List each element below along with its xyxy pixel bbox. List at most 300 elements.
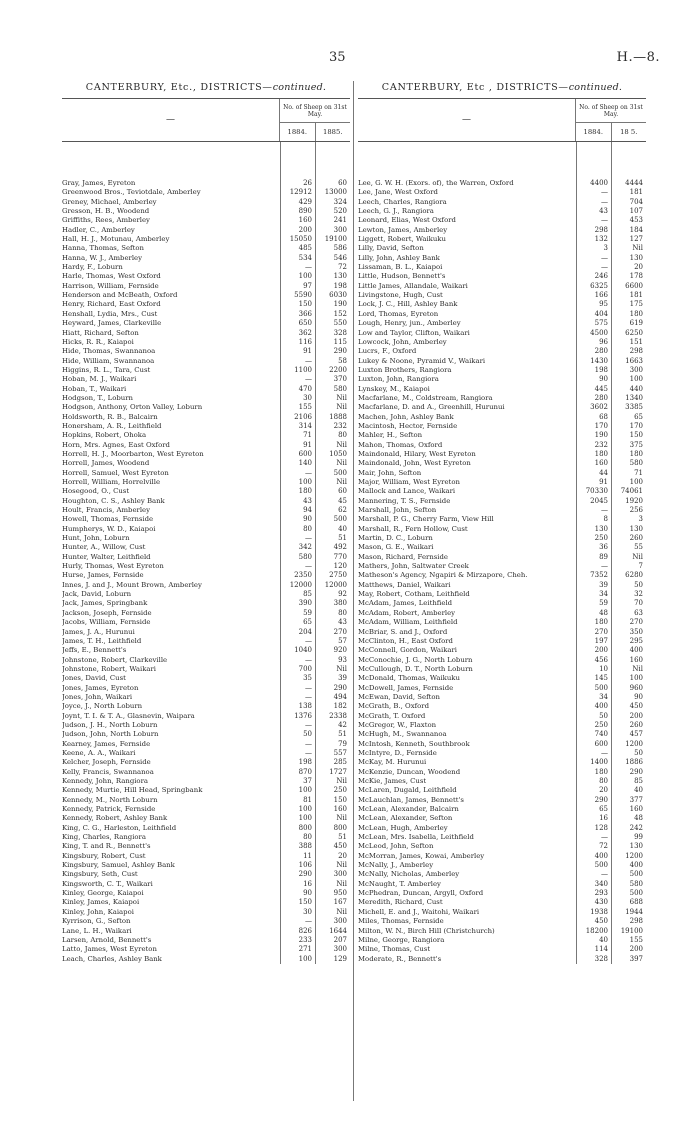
owner-name-cell	[358, 478, 576, 487]
owner-name-cell	[62, 786, 280, 795]
table-row	[358, 749, 646, 758]
table-row	[358, 366, 646, 375]
sheep-count-1885: 6030	[329, 291, 347, 300]
sheep-count-1884: —	[305, 683, 312, 692]
owner-name-cell	[358, 889, 576, 898]
owner-name: Kennedy, M., North Loburn	[62, 795, 158, 804]
owner-name-cell	[62, 375, 280, 384]
sheep-count-1884: 26	[303, 179, 312, 187]
owner-name-cell	[358, 254, 576, 263]
owner-name-cell	[62, 805, 280, 814]
table-row	[358, 198, 646, 207]
sheep-count-1884: 160	[594, 459, 608, 468]
table-row	[358, 768, 646, 777]
sheep-count-1884: 65	[303, 618, 312, 627]
right-year-1885: 18 5.	[620, 128, 638, 136]
owner-name: McLean, Alexander, Sefton	[358, 814, 453, 823]
sheep-count-1884: 100	[298, 478, 312, 486]
sheep-count-1885: 129	[333, 954, 347, 963]
table-row	[358, 618, 646, 627]
table-row	[358, 702, 646, 711]
table-row	[358, 459, 646, 468]
table-row	[358, 898, 646, 907]
owner-name-cell	[358, 740, 576, 749]
owner-name-cell	[358, 861, 576, 870]
sheep-count-1885: 6600	[625, 281, 643, 290]
sheep-count-1885: 960	[629, 683, 643, 692]
sheep-count-1884: 94	[303, 506, 312, 515]
sheep-count-1885: Nil	[336, 440, 347, 449]
table-row	[358, 889, 646, 898]
owner-name: Miles, Thomas, Fernside	[358, 917, 444, 926]
sheep-count-1884: —	[305, 375, 312, 384]
table-row	[62, 291, 350, 300]
owner-name: Mallock and Lance, Waikari	[358, 487, 456, 496]
sheep-count-1884: —	[601, 216, 608, 225]
sheep-count-1884: 890	[298, 207, 312, 216]
left-year-1884: 1884.	[280, 123, 316, 141]
owner-name: McDonald, Thomas, Waikuku	[358, 674, 460, 683]
sheep-count-1885: 375	[629, 440, 643, 449]
owner-name-cell	[358, 814, 576, 823]
owner-name-cell	[358, 310, 576, 319]
sheep-count-1884: 270	[594, 627, 608, 636]
sheep-count-1885: 200	[629, 711, 643, 720]
sheep-count-1885: 6280	[625, 571, 643, 580]
owner-name: Meredith, Richard, Cust	[358, 898, 443, 907]
table-row	[358, 272, 646, 281]
sheep-count-1885: 71	[634, 468, 643, 477]
table-row	[358, 282, 646, 291]
owner-name-cell	[62, 637, 280, 646]
table-row	[62, 534, 350, 543]
sheep-count-1884: 2106	[294, 412, 312, 421]
owner-name-cell	[358, 375, 576, 384]
sheep-count-1885: Nil	[336, 861, 347, 870]
sheep-count-1884: —	[601, 253, 608, 262]
sheep-count-1884: 18200	[585, 926, 608, 935]
sheep-count-1885: 182	[333, 702, 347, 711]
table-row	[358, 291, 646, 300]
sheep-count-1885: 241	[333, 216, 347, 225]
owner-name: Howell, Thomas, Fernside	[62, 515, 154, 524]
owner-name: Greenwood Bros., Teviotdale, Amberley	[62, 188, 201, 197]
owner-name-cell	[358, 824, 576, 833]
table-row	[358, 226, 646, 235]
sheep-count-1885: 270	[333, 627, 347, 636]
owner-name: McCullough, D. T., North Loburn	[358, 664, 473, 673]
owner-name-cell	[358, 422, 576, 431]
sheep-count-1884: 36	[599, 543, 608, 552]
sheep-count-1884: 12912	[289, 188, 312, 197]
sheep-count-1885: 377	[629, 795, 643, 804]
sheep-count-1884: 30	[303, 907, 312, 916]
sheep-count-1884: 190	[594, 431, 608, 440]
left-year-1885: 1885.	[323, 128, 343, 136]
table-row	[358, 441, 646, 450]
sheep-count-1884: 89	[599, 552, 608, 561]
owner-name-cell	[358, 786, 576, 795]
sheep-count-1884: —	[305, 562, 312, 571]
sheep-count-1885: 3	[638, 515, 643, 524]
owner-name-cell	[358, 805, 576, 814]
sheep-count-1884: 97	[303, 281, 312, 290]
sheep-count-1885: 120	[333, 562, 347, 571]
table-row	[358, 824, 646, 833]
owner-name: Hunter, A., Willow, Cust	[62, 543, 146, 552]
sheep-count-1884: 6325	[590, 281, 608, 290]
owner-name: Houghton, C. S., Ashley Bank	[62, 496, 165, 505]
owner-name-cell	[358, 525, 576, 534]
owner-name: Jackson, Joseph, Fernside	[62, 608, 152, 617]
sheep-count-1885: 260	[629, 720, 643, 729]
sheep-count-1884: 91	[303, 440, 312, 449]
sheep-count-1885: 2750	[329, 571, 347, 580]
owner-name: Hanna, Thomas, Sefton	[62, 244, 144, 253]
owner-name-cell	[62, 945, 280, 954]
sheep-count-1885: 295	[629, 636, 643, 645]
table-row	[62, 422, 350, 431]
table-row	[62, 721, 350, 730]
sheep-count-1885: 51	[338, 730, 347, 739]
sheep-count-1884: 575	[594, 319, 608, 328]
sheep-count-1885: 93	[338, 655, 347, 664]
sheep-count-1884: 40	[599, 935, 608, 944]
sheep-count-1885: 160	[629, 655, 643, 664]
owner-name: Kelly, Francis, Swannanoa	[62, 767, 154, 776]
table-row	[62, 833, 350, 842]
sheep-count-1885: 51	[338, 534, 347, 543]
table-row	[62, 357, 350, 366]
owner-name: Hunter, Walter, Leithfield	[62, 552, 151, 561]
sheep-count-1885: 619	[629, 319, 643, 328]
right-values-title: No. of Sheep on 31st May.	[576, 99, 646, 123]
owner-name-cell	[62, 506, 280, 515]
owner-name-cell	[62, 712, 280, 721]
left-year-headers	[280, 123, 350, 141]
sheep-count-1884: 65	[599, 805, 608, 814]
table-row	[358, 413, 646, 422]
sheep-count-1885: 300	[333, 917, 347, 926]
table-row	[62, 581, 350, 590]
owner-name: Lord, Thomas, Eyreton	[358, 309, 439, 318]
sheep-count-1885: 92	[338, 590, 347, 599]
sheep-count-1885: 60	[338, 487, 347, 496]
sheep-count-1884: —	[305, 720, 312, 729]
table-row	[62, 543, 350, 552]
owner-name-cell	[62, 310, 280, 319]
table-row	[358, 609, 646, 618]
sheep-count-1885: 256	[629, 506, 643, 515]
owner-name-cell	[62, 319, 280, 328]
owner-name-cell	[62, 478, 280, 487]
sheep-count-1884: 90	[303, 515, 312, 524]
owner-name-cell	[62, 702, 280, 711]
sheep-count-1885: 232	[333, 421, 347, 430]
owner-name-cell	[62, 534, 280, 543]
owner-name: Henry, Richard, East Oxford	[62, 300, 161, 309]
table-row	[358, 571, 646, 580]
owner-name: McLean, Hugh, Amberley	[358, 823, 448, 832]
sheep-count-1885: 350	[629, 627, 643, 636]
table-row	[358, 506, 646, 515]
table-row	[62, 478, 350, 487]
owner-name-cell	[62, 207, 280, 216]
sheep-count-1885: 80	[338, 608, 347, 617]
sheep-count-1885: 300	[333, 870, 347, 879]
owner-name: Horrell, William, Horrelville	[62, 478, 161, 486]
sheep-count-1884: 600	[298, 449, 312, 458]
owner-name: Lewton, James, Amberley	[358, 225, 448, 234]
sheep-count-1885: 50	[634, 580, 643, 589]
right-heading-suffix: continued.	[568, 82, 623, 93]
owner-name: Kennedy, Robert, Ashley Bank	[62, 814, 168, 823]
table-row	[62, 515, 350, 524]
owner-name: Lane, L. H., Waikari	[62, 926, 132, 935]
table-row	[358, 628, 646, 637]
sheep-count-1885: 79	[338, 739, 347, 748]
owner-name: Milne, Thomas, Cust	[358, 945, 431, 954]
sheep-count-1885: 50	[634, 748, 643, 757]
owner-name-cell	[62, 730, 280, 739]
table-row	[62, 272, 350, 281]
sheep-count-1884: —	[601, 263, 608, 272]
sheep-count-1884: 160	[298, 216, 312, 225]
owner-name: Kingsbury, Robert, Cust	[62, 851, 146, 860]
sheep-count-1884: 35	[303, 674, 312, 683]
right-heading-main: CANTERBURY, Etc , DISTRICTS—	[381, 82, 569, 93]
owner-name-cell	[358, 637, 576, 646]
owner-name-cell	[62, 880, 280, 889]
left-values-header	[280, 99, 350, 141]
sheep-count-1884: 246	[594, 272, 608, 281]
owner-name-cell	[358, 357, 576, 366]
sheep-count-1885: 1886	[625, 758, 643, 767]
owner-name-cell	[358, 609, 576, 618]
table-row	[62, 740, 350, 749]
sheep-count-1884: 198	[594, 365, 608, 374]
table-row	[358, 375, 646, 384]
left-values-title: No. of Sheep on 31st May.	[280, 99, 350, 123]
sheep-count-1885: 6250	[625, 328, 643, 337]
owner-name-cell	[62, 179, 280, 188]
owner-name-cell	[62, 898, 280, 907]
sheep-count-1885: 494	[333, 692, 347, 701]
sheep-count-1885: 13000	[324, 188, 347, 197]
sheep-count-1884: 298	[594, 225, 608, 234]
owner-name: McConnell, Gordon, Waikari	[358, 646, 457, 655]
sheep-count-1884: 116	[298, 337, 312, 346]
owner-name-cell	[62, 749, 280, 758]
table-row	[62, 628, 350, 637]
owner-name: Horrell, H. J., Moorbarton, West Eyreton	[62, 449, 204, 458]
sheep-count-1885: 492	[333, 543, 347, 552]
sheep-count-1884: 180	[594, 449, 608, 458]
owner-name: McLaren, Dugald, Leithfield	[358, 786, 457, 795]
table-row	[62, 749, 350, 758]
table-row	[62, 497, 350, 506]
table-row	[62, 936, 350, 945]
sheep-count-1885: 285	[333, 758, 347, 767]
owner-name: McIntyre, D., Fernside	[358, 748, 437, 757]
table-row	[62, 656, 350, 665]
table-row	[62, 179, 350, 188]
owner-name: Leonard, Elias, West Oxford	[358, 216, 456, 225]
table-row	[358, 385, 646, 394]
owner-name: Hoban, M. J., Waikari	[62, 375, 137, 384]
sheep-count-1884: —	[305, 655, 312, 664]
sheep-count-1885: 400	[629, 646, 643, 655]
sheep-count-1885: 290	[333, 347, 347, 356]
table-row	[358, 338, 646, 347]
owner-name-cell	[358, 385, 576, 394]
owner-name-cell	[62, 282, 280, 291]
owner-name-cell	[62, 450, 280, 459]
table-row	[358, 684, 646, 693]
sheep-count-1885: 130	[629, 253, 643, 262]
sheep-count-1884: 96	[599, 337, 608, 346]
owner-name-cell	[358, 431, 576, 440]
sheep-count-1884: 290	[298, 870, 312, 879]
sheep-count-1884: 1040	[294, 646, 312, 655]
owner-name-cell	[62, 254, 280, 263]
owner-name: Kennedy, Patrick, Fernside	[62, 805, 156, 814]
owner-name: Higgins, R. L., Tara, Cust	[62, 365, 151, 374]
sheep-count-1884: 250	[594, 534, 608, 543]
sheep-count-1885: 20	[634, 263, 643, 272]
owner-name: Hall, H. J., Motunau, Amberley	[62, 235, 170, 244]
owner-name-cell	[358, 730, 576, 739]
owner-name-cell	[358, 945, 576, 954]
owner-name-cell	[358, 665, 576, 674]
sheep-count-1885: 62	[338, 506, 347, 515]
right-year-1884: 1884.	[576, 123, 612, 141]
sheep-count-1885: 74061	[620, 487, 643, 496]
sheep-count-1885: 704	[629, 197, 643, 206]
sheep-count-1884: 95	[599, 300, 608, 309]
owner-name: James, J. A., Hurunui	[62, 627, 135, 636]
table-row	[62, 571, 350, 580]
sheep-count-1885: 63	[634, 608, 643, 617]
owner-name-cell	[62, 347, 280, 356]
sheep-count-1884: 100	[298, 272, 312, 281]
sheep-count-1885: 207	[333, 935, 347, 944]
table-row	[358, 852, 646, 861]
owner-name: Kennedy, John, Rangiora	[62, 777, 148, 785]
owner-name: Holdsworth, R. B., Balcairn	[62, 412, 158, 421]
owner-name: Lowcock, John, Amberley	[358, 337, 447, 346]
sheep-count-1885: 43	[338, 618, 347, 627]
sheep-count-1885: 688	[629, 898, 643, 907]
sheep-count-1885: 152	[333, 309, 347, 318]
owner-name: Lee, Jane, West Oxford	[358, 188, 438, 197]
sheep-count-1884: 8	[603, 515, 608, 524]
sheep-count-1885: 130	[333, 272, 347, 281]
owner-name: Johnstone, Robert, Waikari	[62, 664, 156, 673]
sheep-count-1885: 500	[629, 889, 643, 898]
owner-name-cell	[62, 525, 280, 534]
sheep-count-1884: 400	[594, 702, 608, 711]
sheep-count-1884: 340	[594, 879, 608, 888]
table-row	[62, 375, 350, 384]
table-row	[62, 366, 350, 375]
owner-name-cell	[358, 272, 576, 281]
sheep-count-1884: —	[305, 534, 312, 543]
owner-name-cell	[62, 768, 280, 777]
owner-name-cell	[62, 628, 280, 637]
sheep-count-1885: 178	[629, 272, 643, 281]
owner-name-cell	[358, 581, 576, 590]
table-row	[358, 244, 646, 253]
table-row	[62, 338, 350, 347]
owner-name-cell	[62, 674, 280, 683]
sheep-count-1885: 80	[338, 431, 347, 440]
table-row	[62, 609, 350, 618]
owner-name-cell	[62, 889, 280, 898]
sheep-count-1884: 250	[594, 720, 608, 729]
sheep-count-1884: 10	[599, 664, 608, 673]
sheep-count-1885: 1200	[625, 739, 643, 748]
owner-name-cell	[358, 749, 576, 758]
owner-name-cell	[62, 842, 280, 851]
owner-name: Jeffs, E., Bennett's	[62, 646, 127, 655]
owner-name-cell	[358, 880, 576, 889]
owner-name: Hadler, C., Amberley	[62, 225, 135, 234]
sheep-count-1884: 445	[594, 384, 608, 393]
table-row	[62, 403, 350, 412]
sheep-count-1884: 16	[599, 814, 608, 823]
sheep-count-1885: 175	[629, 300, 643, 309]
sheep-count-1885: 57	[338, 636, 347, 645]
sheep-count-1885: Nil	[336, 478, 347, 486]
sheep-count-1885: 370	[333, 375, 347, 384]
owner-name: Hodgson, T., Loburn	[62, 393, 133, 402]
sheep-count-1885: 58	[338, 356, 347, 365]
sheep-count-1884: 1100	[294, 365, 312, 374]
owner-name: Hiatt, Richard, Sefton	[62, 328, 139, 337]
owner-name-cell	[62, 291, 280, 300]
sheep-count-1884: 429	[298, 197, 312, 206]
sheep-count-1884: 430	[594, 898, 608, 907]
sheep-count-1885: 1920	[625, 496, 643, 505]
table-row	[62, 796, 350, 805]
owner-name-cell	[358, 656, 576, 665]
owner-name: Johnstone, Robert, Clarkeville	[62, 655, 168, 664]
sheep-count-1884: 114	[594, 945, 608, 954]
sheep-count-1884: 390	[298, 599, 312, 608]
sheep-count-1884: 43	[599, 207, 608, 216]
owner-name-cell	[62, 927, 280, 936]
owner-name: Lukey & Noone, Pyramid V., Waikari	[358, 356, 486, 365]
table-row	[358, 637, 646, 646]
owner-name-cell	[358, 347, 576, 356]
sheep-count-1885: 20	[338, 851, 347, 860]
owner-name: Lilly, David, Sefton	[358, 244, 424, 253]
owner-name: Kingsbury, Seth, Cust	[62, 870, 138, 879]
owner-name-cell	[358, 674, 576, 683]
owner-name: Matheson's Agency, Ngapiri & Mirzapore, Cheh.	[358, 571, 528, 580]
table-row	[358, 403, 646, 412]
owner-name-cell	[62, 852, 280, 861]
left-heading-suffix: continued.	[272, 82, 327, 93]
table-row	[62, 188, 350, 197]
owner-name: Judson, J. H., North Loburn	[62, 720, 158, 729]
owner-name: Greney, Michael, Amberley	[62, 197, 157, 206]
owner-name: McLean, Mrs. Isabella, Leithfield	[358, 833, 474, 842]
sheep-count-1885: 300	[629, 365, 643, 374]
table-row	[62, 805, 350, 814]
owner-name-cell	[62, 609, 280, 618]
